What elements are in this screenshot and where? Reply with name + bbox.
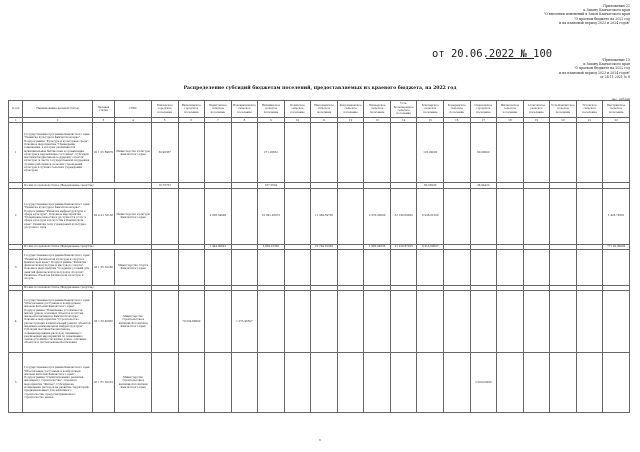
- column-number: 15: [417, 118, 444, 123]
- row-number: 3: [9, 249, 23, 285]
- appendix-line: от 24.11.2021 № 8: [599, 74, 630, 79]
- amount-cell: 2 500,00000: [470, 353, 497, 413]
- column-header: Елизовское городское поселение: [151, 101, 178, 118]
- appendix-header-bottom: [430, 58, 630, 79]
- program-row: [9, 123, 630, 183]
- target-code: 02 4 A1 55130: [92, 188, 114, 244]
- amount-cell: [178, 249, 205, 285]
- amount-cell: [603, 249, 630, 285]
- program-name: Государственная программа Камчатского края "Обеспечение доступным и комфортным жильём жителей Камчатского края". Подпрограмма "Повышение устойчивости жилых домов, основных объектов и систем жизнеобеспечения в Камчатском крае". Основное мероприятие "Строительство, реконструкция и капитальный ремонт объектов жилищно-коммунальной инфраструктуры". Субсидии местным бюджетам на софинансирование расходов, связанных с реализацией мероприятий по повышению сейсмоустойчивости жилых домов, основных объектов и систем жизнеобеспечения: [23, 291, 92, 353]
- amount-cell: [550, 353, 577, 413]
- amount-cell: 18,76707: [151, 183, 178, 188]
- column-number: 5: [151, 118, 178, 123]
- amount-cell: [550, 249, 577, 285]
- column-number: 14: [390, 118, 417, 123]
- column-header: Целевая статья: [92, 101, 114, 118]
- amount-cell: 10 704,61062: [311, 244, 338, 249]
- amount-cell: 2 970,00000: [364, 188, 391, 244]
- column-number: 3: [92, 118, 114, 123]
- amount-cell: [284, 353, 311, 413]
- column-header: Наименование целевой статьи: [23, 101, 92, 118]
- column-header: Начикинское сельское поселение: [258, 101, 285, 118]
- amount-cell: [311, 353, 338, 413]
- amount-cell: [284, 249, 311, 285]
- amount-cell: [284, 291, 311, 353]
- amount-cell: [523, 249, 550, 285]
- amount-cell: 60,00000: [417, 183, 444, 188]
- amount-cell: [417, 249, 444, 285]
- amount-cell: [205, 123, 232, 183]
- amount-cell: [417, 291, 444, 353]
- amount-cell: [444, 291, 471, 353]
- amount-cell: [231, 353, 258, 413]
- amount-cell: [470, 291, 497, 353]
- amount-cell: 125,00000: [417, 123, 444, 183]
- amount-cell: [151, 249, 178, 285]
- amount-cell: 771 92,00000: [603, 244, 630, 249]
- appendix-header-top: [430, 4, 630, 25]
- appendix-line: "Приложение 15: [601, 58, 630, 62]
- amount-cell: [523, 188, 550, 244]
- column-number: 21: [576, 118, 603, 123]
- column-header: Озерновское городское поселение: [470, 101, 497, 118]
- grbs-name: Министерство спорта Камчатского края: [115, 249, 152, 285]
- amount-cell: [178, 188, 205, 244]
- appendix-line: и на плановый период 2023 и 2024 годов": [559, 70, 630, 75]
- column-header: Ключевское сельское поселение: [417, 101, 444, 118]
- column-header: Эссовское сельское поселение: [576, 101, 603, 118]
- amount-cell: 1 255,46507: [231, 291, 258, 353]
- amount-cell: [258, 353, 285, 413]
- amount-cell: [417, 353, 444, 413]
- column-header: Усть-Большерецкое сельское поселение: [390, 101, 417, 118]
- program-name: Государственная программа Камчатского края "Развитие физической культуры и спорта в Камчатском крае". Подпрограмма "Развитие физической культуры и массового спорта". Основное мероприятие "Создание условий для занятий физической культурой и спортом". Развитие объектов физической культуры и спорта: [23, 249, 92, 285]
- amount-cell: 8 938,01590: [417, 188, 444, 244]
- amount-cell: [576, 123, 603, 183]
- column-number: 22: [603, 118, 630, 123]
- column-header: Паратунское сельское поселение: [205, 101, 232, 118]
- amount-cell: 46,94422: [470, 183, 497, 188]
- amount-cell: 79 034,69900: [178, 291, 205, 353]
- program-row: [9, 353, 630, 413]
- amount-cell: [444, 123, 471, 183]
- column-number: 7: [205, 118, 232, 123]
- column-number: 8: [231, 118, 258, 123]
- amount-cell: [311, 249, 338, 285]
- amount-cell: 1 444,00691: [205, 244, 232, 249]
- amount-cell: [576, 291, 603, 353]
- amount-cell: 21 018,87025: [390, 244, 417, 249]
- header-row: [9, 101, 630, 118]
- column-number: 1: [9, 118, 23, 123]
- amount-cell: [337, 249, 364, 285]
- amount-cell: [497, 353, 524, 413]
- amount-cell: [550, 188, 577, 244]
- appendix-line: Приложение 21: [603, 4, 630, 8]
- column-header: Вилючинское городское поселение: [178, 101, 205, 118]
- grbs-name: Министерство культуры Камчатского края: [115, 123, 152, 183]
- column-header: Атласовское сельское поселение: [523, 101, 550, 118]
- amount-cell: [258, 291, 285, 353]
- amount-cell: [231, 123, 258, 183]
- amount-cell: 32 190,69000: [390, 188, 417, 244]
- amount-cell: [284, 123, 311, 183]
- program-row: [9, 188, 630, 244]
- column-number: 13: [364, 118, 391, 123]
- column-header: Усть-Камчатское сельское поселение: [550, 101, 577, 118]
- document-date-number: от 20.06.2022 № 100: [432, 48, 553, 60]
- amount-cell: 30,90367: [151, 123, 178, 183]
- amount-cell: [576, 188, 603, 244]
- column-header: Быстринское сельское поселение: [603, 101, 630, 118]
- amount-cell: [337, 291, 364, 353]
- amount-cell: [178, 353, 205, 413]
- amount-cell: 2 083,34900: [205, 188, 232, 244]
- units-label: тыс. рублей: [611, 97, 630, 101]
- amount-cell: [284, 188, 311, 244]
- appendix-line: к Закону Камчатского края: [583, 8, 630, 13]
- amount-cell: [603, 123, 630, 183]
- column-number: 19: [523, 118, 550, 123]
- document-title: Распределение субсидий бюджетам поселений, предоставляемых из краевого бюджета, на 2022 год: [183, 86, 457, 91]
- column-number: 11: [311, 118, 338, 123]
- amount-cell: [364, 291, 391, 353]
- amount-cell: [523, 353, 550, 413]
- amount-cell: [550, 291, 577, 353]
- column-number: 9: [258, 118, 285, 123]
- amount-cell: [178, 123, 205, 183]
- amount-cell: [444, 188, 471, 244]
- column-number: 6: [178, 118, 205, 123]
- column-number: 2: [23, 118, 92, 123]
- grbs-name: Министерство строительства и жилищной политики Камчатского края: [115, 353, 152, 413]
- column-header: Раздольненское сельское поселение: [337, 101, 364, 118]
- column-number: 20: [550, 118, 577, 123]
- appendix-line: "О внесении изменений в Закон Камчатского края: [543, 12, 630, 17]
- amount-cell: [337, 353, 364, 413]
- amount-cell: [497, 291, 524, 353]
- amount-cell: 5 669,01385: [258, 244, 285, 249]
- subsidy-table: [8, 100, 630, 413]
- amount-cell: [576, 249, 603, 285]
- amount-cell: [576, 353, 603, 413]
- amount-cell: [523, 123, 550, 183]
- amount-cell: [390, 353, 417, 413]
- program-row: [9, 291, 630, 353]
- amount-cell: [311, 123, 338, 183]
- subtotal-label: Из них по целевой статье (Федеральные средства): [23, 285, 152, 290]
- row-number: 5: [9, 353, 23, 413]
- amount-cell: [390, 249, 417, 285]
- amount-cell: [470, 188, 497, 244]
- target-code: 03 1 P5 52280: [92, 249, 114, 285]
- amount-cell: [205, 353, 232, 413]
- grbs-name: Министерство культуры Камчатского края: [115, 188, 152, 244]
- program-row: [9, 249, 630, 285]
- page-number: 6: [319, 438, 321, 442]
- column-number: 10: [284, 118, 311, 123]
- amount-cell: [364, 353, 391, 413]
- amount-cell: 8 413,00097: [417, 244, 444, 249]
- column-header: ГРБС: [115, 101, 152, 118]
- column-number: 17: [470, 118, 497, 123]
- column-number: 4: [115, 118, 152, 123]
- row-number: 4: [9, 291, 23, 353]
- amount-cell: 1 960,99336: [364, 244, 391, 249]
- program-name: Государственная программа Камчатского края "Развитие культуры в Камчатском крае". Подпрограмма "Развитие инфраструктуры в сфере культуры". Основное мероприятие "Повышение качества и доступности услуг в сфере культуры и искусства в Камчатском крае". Развитие сети учреждений культурно-досугового типа: [23, 188, 92, 244]
- amount-cell: [151, 353, 178, 413]
- column-header: Козыревское сельское поселение: [444, 101, 471, 118]
- column-header: Мильковское сельское поселение: [497, 101, 524, 118]
- program-name: Государственная программа Камчатского края "Обеспечение доступным и комфортным жильём жителей Камчатского края". Подпрограмма "Стимулирование развития жилищного строительства". Основное мероприятие "Жильё". Субсидии на возмещение расходов на развитие территорий, предназначенных для жилищного строительства, предусматривающего строительство жилья: [23, 353, 92, 413]
- column-number: 18: [497, 118, 524, 123]
- amount-cell: [258, 249, 285, 285]
- amount-cell: [603, 353, 630, 413]
- amount-cell: [231, 188, 258, 244]
- amount-cell: 60,00000: [470, 123, 497, 183]
- column-header: № п/п: [9, 101, 23, 118]
- amount-cell: [311, 291, 338, 353]
- amount-cell: 11 384,59765: [311, 188, 338, 244]
- column-header: Николаевское сельское поселение: [311, 101, 338, 118]
- amount-cell: 10 891,02972: [258, 188, 285, 244]
- amount-cell: [497, 249, 524, 285]
- amount-cell: [151, 291, 178, 353]
- appendix-line: "О краевом бюджете на 2022 год: [574, 16, 630, 21]
- amount-cell: [390, 291, 417, 353]
- amount-cell: [205, 249, 232, 285]
- target-code: 05 1 F1 50210: [92, 353, 114, 413]
- amount-cell: [603, 291, 630, 353]
- amount-cell: 271,26652: [258, 123, 285, 183]
- column-header: Корякское сельское поселение: [284, 101, 311, 118]
- amount-cell: [497, 123, 524, 183]
- amount-cell: 1 423,79381: [603, 188, 630, 244]
- amount-cell: [444, 249, 471, 285]
- amount-cell: [337, 123, 364, 183]
- subtotal-label: Из них по целевой статье (Федеральные средства): [23, 244, 152, 249]
- column-header: Пионерское сельское поселение: [364, 101, 391, 118]
- row-number: 1: [9, 123, 23, 183]
- grbs-name: Министерство строительства и жилищной политики Камчатского края: [115, 291, 152, 353]
- appendix-line: и на плановый период 2023 и 2024 годов": [559, 20, 630, 25]
- program-name: Государственная программа Камчатского края "Развитие культуры в Камчатском крае". Подпрограмма "Культура и культурная среда". Основное мероприятие "Приведение помещений, в которых размещаются муниципальные библиотеки и организации культуры в надлежащее состояние". Субсидии местным бюджетам на поддержку отрасли культуры (в части государственной поддержки лучших работников сельских учреждений культуры и лучших сельских учреждений культуры): [23, 123, 92, 183]
- appendix-line: "О краевом бюджете на 2022 год: [574, 66, 630, 71]
- amount-cell: [337, 188, 364, 244]
- target-code: 05 1 03 40050: [92, 291, 114, 353]
- amount-cell: [364, 123, 391, 183]
- column-header: Новоавачинское сельское поселение: [231, 101, 258, 118]
- amount-cell: [364, 249, 391, 285]
- amount-cell: [205, 291, 232, 353]
- column-number: 12: [337, 118, 364, 123]
- amount-cell: [550, 123, 577, 183]
- amount-cell: [470, 249, 497, 285]
- column-number: 16: [444, 118, 471, 123]
- appendix-line: к Закону Камчатского края: [583, 62, 630, 67]
- amount-cell: 187,5604: [258, 183, 285, 188]
- amount-cell: [444, 353, 471, 413]
- target-code: 02 1 05 R4670: [92, 123, 114, 183]
- amount-cell: [390, 123, 417, 183]
- amount-cell: [151, 188, 178, 244]
- amount-cell: [497, 188, 524, 244]
- subtotal-label: Из них по целевой статье (Федеральные средства): [23, 183, 152, 188]
- amount-cell: [523, 291, 550, 353]
- amount-cell: [231, 249, 258, 285]
- row-number: 2: [9, 188, 23, 244]
